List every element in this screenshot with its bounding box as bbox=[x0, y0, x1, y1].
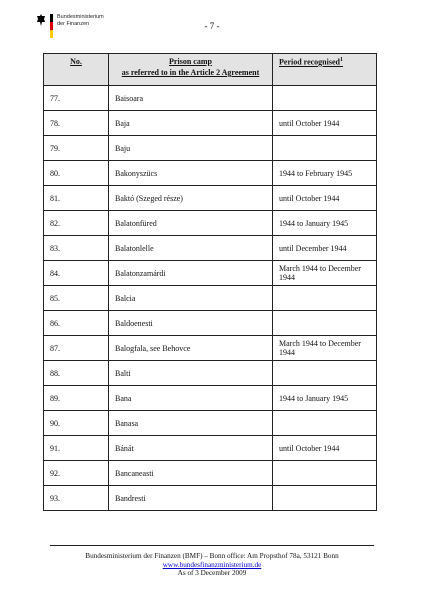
camp-name: Baju bbox=[109, 136, 273, 161]
table-row bbox=[44, 286, 377, 311]
table-row bbox=[44, 461, 377, 486]
camp-name: Balatonlelle bbox=[109, 236, 273, 261]
table-row bbox=[44, 386, 377, 411]
row-number: 91. bbox=[44, 436, 109, 461]
logo-text: Bundesministerium der Finanzen bbox=[57, 14, 104, 27]
table-row bbox=[44, 486, 377, 511]
camp-name: Baktó (Szeged része) bbox=[109, 186, 273, 211]
table-row bbox=[44, 411, 377, 436]
table-row bbox=[44, 136, 377, 161]
table-row bbox=[44, 311, 377, 336]
row-number: 83. bbox=[44, 236, 109, 261]
period-recognised bbox=[273, 361, 377, 386]
camp-name: Bancaneasti bbox=[109, 461, 273, 486]
row-number: 92. bbox=[44, 461, 109, 486]
camp-name: Baja bbox=[109, 111, 273, 136]
row-number: 81. bbox=[44, 186, 109, 211]
row-number: 80. bbox=[44, 161, 109, 186]
row-number: 86. bbox=[44, 311, 109, 336]
camp-name: Balcia bbox=[109, 286, 273, 311]
row-number: 93. bbox=[44, 486, 109, 511]
period-recognised: 1944 to January 1945 bbox=[273, 386, 377, 411]
row-number: 77. bbox=[44, 86, 109, 111]
table-row bbox=[44, 236, 377, 261]
table-row bbox=[44, 211, 377, 236]
page-footer bbox=[0, 552, 424, 578]
footer-website-link[interactable]: www.bundesfinanzministerium.de bbox=[162, 560, 262, 569]
period-recognised bbox=[273, 86, 377, 111]
table-row bbox=[44, 86, 377, 111]
period-recognised: 1944 to February 1945 bbox=[273, 161, 377, 186]
table-row bbox=[44, 436, 377, 461]
period-recognised: 1944 to January 1945 bbox=[273, 211, 377, 236]
header-prison-camp: Prison camp as referred to in the Article 2 Agreement bbox=[109, 54, 273, 86]
row-number: 89. bbox=[44, 386, 109, 411]
period-recognised bbox=[273, 486, 377, 511]
period-recognised: until December 1944 bbox=[273, 236, 377, 261]
table-row bbox=[44, 336, 377, 361]
period-recognised bbox=[273, 286, 377, 311]
period-recognised bbox=[273, 461, 377, 486]
period-recognised bbox=[273, 136, 377, 161]
camp-name: Balogfala, see Behovce bbox=[109, 336, 273, 361]
period-recognised: until October 1944 bbox=[273, 111, 377, 136]
period-recognised: March 1944 to December 1944 bbox=[273, 336, 377, 361]
footer-address: Bundesministerium der Finanzen (BMF) – Bonn office: Am Propsthof 78a, 53121 Bonn bbox=[85, 552, 339, 560]
row-number: 88. bbox=[44, 361, 109, 386]
period-recognised bbox=[273, 311, 377, 336]
period-recognised bbox=[273, 411, 377, 436]
camp-name: Balti bbox=[109, 361, 273, 386]
table-row bbox=[44, 261, 377, 286]
camp-name: Baisoara bbox=[109, 86, 273, 111]
camp-name: Balatonzamárdi bbox=[109, 261, 273, 286]
row-number: 85. bbox=[44, 286, 109, 311]
camp-name: Banasa bbox=[109, 411, 273, 436]
footnote-marker: 1 bbox=[339, 57, 343, 63]
camp-name: Bakonyszücs bbox=[109, 161, 273, 186]
camp-name: Bandresti bbox=[109, 486, 273, 511]
table-row bbox=[44, 161, 377, 186]
prison-camp-table bbox=[43, 53, 377, 511]
camp-name: Baldoenesti bbox=[109, 311, 273, 336]
page-number: - 7 - bbox=[204, 21, 220, 31]
table-row bbox=[44, 111, 377, 136]
row-number: 90. bbox=[44, 411, 109, 436]
row-number: 79. bbox=[44, 136, 109, 161]
row-number: 78. bbox=[44, 111, 109, 136]
period-recognised: March 1944 to December 1944 bbox=[273, 261, 377, 286]
row-number: 87. bbox=[44, 336, 109, 361]
footer-divider bbox=[50, 545, 374, 546]
camp-name: Bana bbox=[109, 386, 273, 411]
header-period: Period recognised$^1$ bbox=[273, 54, 377, 86]
camp-name: Balatonfüred bbox=[109, 211, 273, 236]
table-header-row bbox=[44, 54, 377, 86]
row-number: 82. bbox=[44, 211, 109, 236]
period-recognised: until October 1944 bbox=[273, 186, 377, 211]
footer-date: As of 3 December 2009 bbox=[177, 569, 247, 578]
period-recognised: until October 1944 bbox=[273, 436, 377, 461]
table-row bbox=[44, 361, 377, 386]
header-no: No. bbox=[44, 54, 109, 86]
row-number: 84. bbox=[44, 261, 109, 286]
table-row bbox=[44, 186, 377, 211]
camp-name: Bánát bbox=[109, 436, 273, 461]
